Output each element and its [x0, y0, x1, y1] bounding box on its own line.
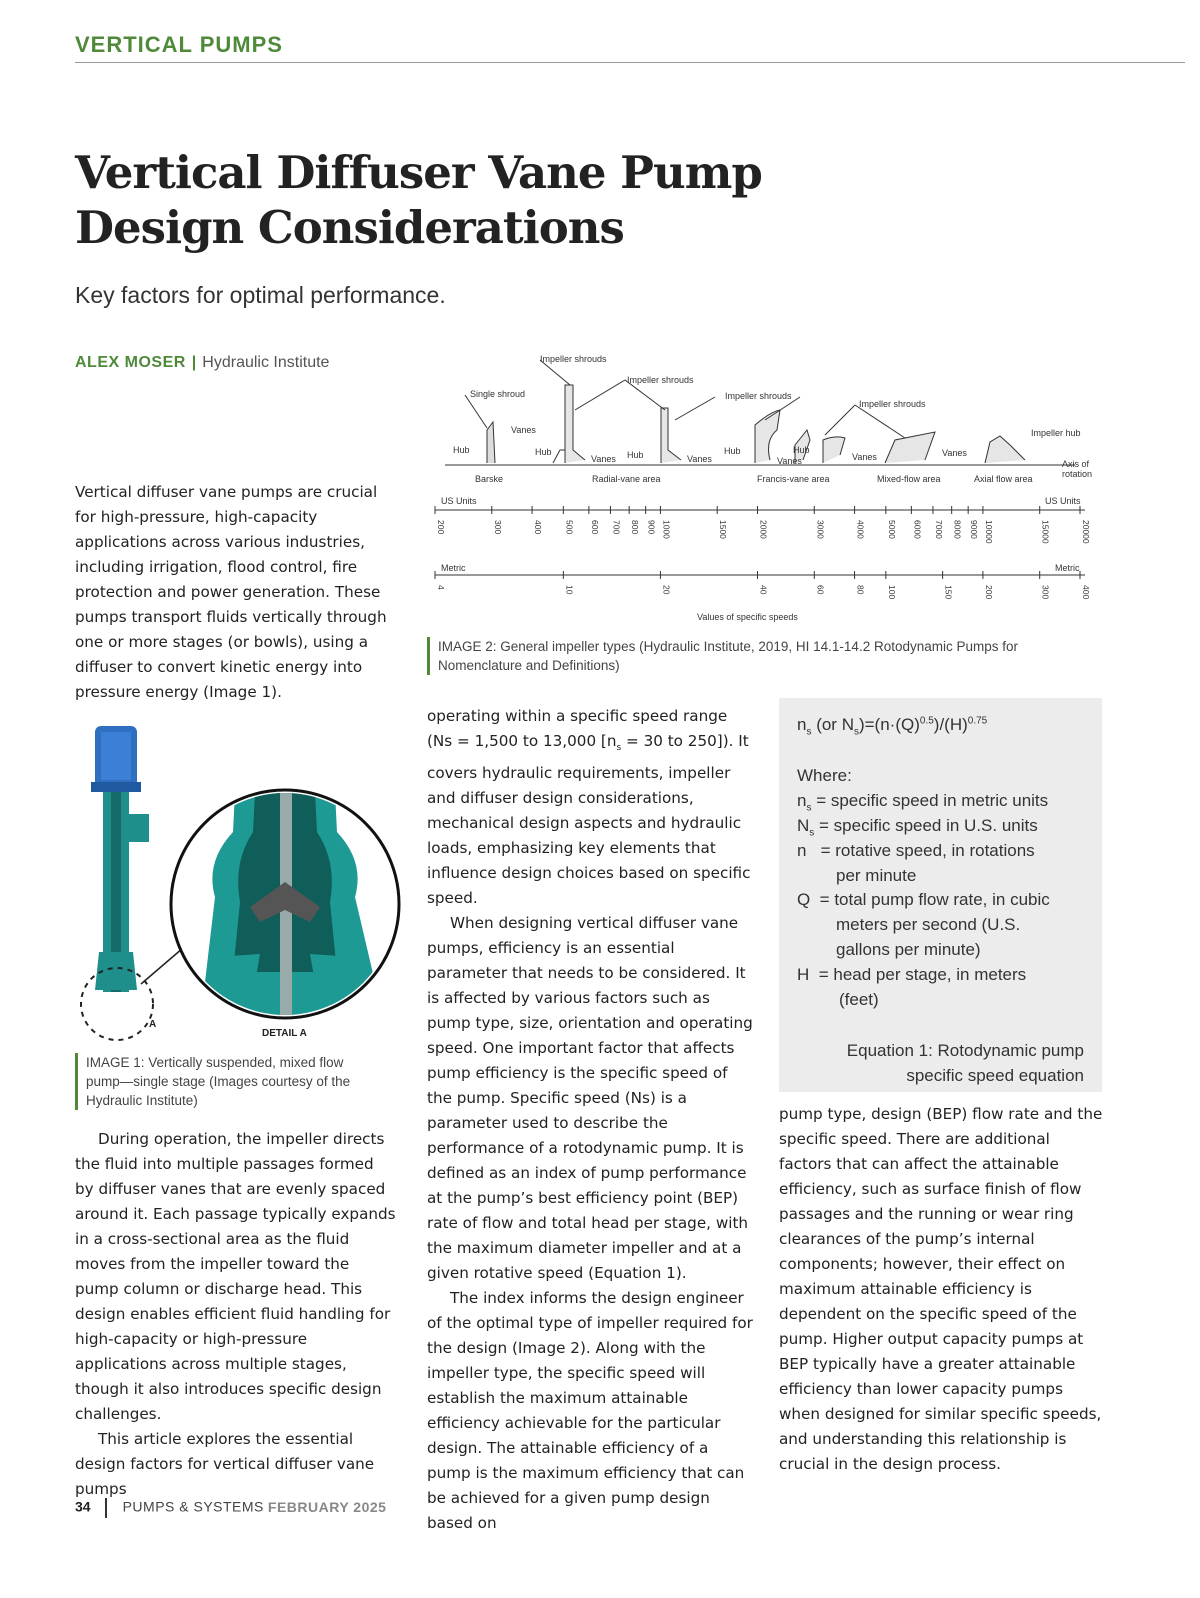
us-tick-group: [435, 506, 1091, 544]
us-tick-label: 3000: [815, 520, 826, 539]
eq-ns-sub: s: [806, 802, 812, 814]
us-tick-label: 900: [646, 520, 657, 535]
us-tick-label: 800: [630, 520, 641, 535]
equation-formula: [797, 715, 987, 737]
title-line-1: Vertical Diffuser Vane Pump: [75, 146, 762, 199]
label-hub-1: Hub: [453, 445, 470, 455]
callout-label-a: A: [149, 1019, 157, 1030]
label-values-specific-speeds: Values of specific speeds: [697, 612, 798, 622]
metric-tick-label: 4: [436, 585, 446, 590]
label-axis-a: Axis of: [1062, 459, 1090, 469]
us-tick-label: 600: [589, 520, 600, 535]
metric-tick-label: 40: [758, 585, 769, 595]
eq-ns-n: n: [797, 791, 807, 810]
image2-caption: IMAGE 2: General impeller types (Hydraulic Institute, 2019, HI 14.1-14.2 Rotodynamic Pumps for Nomenclature and Definitions): [427, 637, 1078, 675]
issue-date: FEBRUARY 2025: [267, 1498, 387, 1515]
detail-label: DETAIL A: [262, 1028, 307, 1039]
eq-mid2: )/(H): [933, 715, 968, 734]
eq-q-def-c: gallons per minute): [836, 940, 981, 959]
label-francis-area: Francis-vane area: [757, 474, 830, 484]
intro-paragraph: Vertical diffuser vane pumps are crucial for high-pressure, high-capacity applications across various industries, including irrigation, flood control, fire protection and power generation. These pumps transport fluids vertically through one or more stages (or bowls), using a diffuser to convert kinetic energy into pressure energy (Image 1).: [75, 483, 387, 701]
us-tick-label: 500: [564, 520, 575, 535]
metric-tick-label: 100: [886, 585, 897, 600]
article-title: [75, 145, 775, 255]
eq-h-def-b: (feet): [839, 990, 879, 1009]
eq-n-def-a: n = rotative speed, in rotations: [797, 841, 1035, 860]
us-tick-label: 300: [492, 520, 503, 535]
magazine-name: PUMPS & SYSTEMS: [122, 1498, 264, 1515]
label-barske: Barske: [475, 474, 504, 484]
us-tick-label: 700: [611, 520, 622, 535]
column-3: [779, 1102, 1105, 1477]
column-1-intro: [75, 480, 397, 705]
equation-box: [779, 698, 1102, 1092]
column-2-paragraph-1: [427, 704, 754, 911]
author-name: ALEX MOSER: [75, 354, 186, 371]
label-us-units-right: US Units: [1045, 496, 1081, 506]
footer-divider: [105, 1498, 107, 1518]
label-us-units-left: US Units: [441, 496, 477, 506]
label-vanes-4: Vanes: [777, 456, 802, 466]
us-tick-label: 1000: [661, 520, 672, 539]
eq-Ns-n: N: [797, 816, 810, 835]
label-vanes-5: Vanes: [852, 452, 877, 462]
metric-tick-label: 20: [661, 585, 672, 595]
label-vanes-1: Vanes: [511, 425, 536, 435]
eq-mid: )=(n·(Q): [858, 715, 920, 734]
us-tick-label: 10000: [983, 520, 994, 544]
impeller-types-diagram: [425, 350, 1105, 628]
us-tick-label: 9000: [969, 520, 980, 539]
us-tick-label: 1500: [718, 520, 729, 539]
section-label: VERTICAL PUMPS: [75, 32, 283, 57]
byline: [75, 354, 329, 372]
us-tick-label: 400: [533, 520, 544, 535]
metric-tick-label: 60: [815, 585, 826, 595]
label-impeller-shrouds-2: Impeller shrouds: [627, 375, 694, 385]
equation-caption: [847, 1038, 1084, 1088]
label-vanes-3: Vanes: [687, 454, 712, 464]
label-hub-2: Hub: [535, 447, 552, 457]
label-hub-4: Hub: [724, 446, 741, 456]
us-tick-label: 15000: [1040, 520, 1051, 544]
label-metric-left: Metric: [441, 563, 466, 573]
column-2-p1-a: operating within a specific speed range (Ns = 1,500 to 13,000 [n: [427, 707, 728, 750]
eq-sub-s2: s: [853, 726, 859, 738]
column-3-paragraph-1: pump type, design (BEP) flow rate and the specific speed. There are additional factors that can affect the attainable efficiency, such as surface finish of flow passages and the running or wear ring clearances of the pump’s internal components; however, their effect on maximum attainable efficiency is dependent on the specific speed of the pump. Higher output capacity pumps at BEP typically have a greater attainable efficiency than lower capacity pumps when designed for similar specific speeds, and understanding this relationship is crucial in the design process.: [779, 1105, 1103, 1473]
us-tick-label: 20000: [1081, 520, 1091, 544]
header-rule: [75, 62, 1185, 63]
label-hub-5: Hub: [793, 445, 810, 455]
eq-exp2: 0.75: [967, 715, 988, 727]
author-organization: Hydraulic Institute: [202, 354, 330, 371]
label-mixed-area: Mixed-flow area: [877, 474, 941, 484]
us-tick-label: 2000: [758, 520, 769, 539]
us-tick-label: 5000: [886, 520, 897, 539]
eq-or: (or N: [811, 715, 854, 734]
eq-q-def-a: Q = total pump flow rate, in cubic: [797, 890, 1050, 909]
byline-separator: |: [191, 354, 197, 371]
eq-h-def-a: H = head per stage, in meters: [797, 965, 1027, 984]
eq-Ns-sub: s: [809, 827, 815, 839]
eq-ns-def: [797, 791, 1048, 813]
label-vanes-2: Vanes: [591, 454, 616, 464]
column-2-paragraph-3: The index informs the design engineer of the optimal type of impeller required for the design (Image 2). Along with the impeller type, the specific speed will establish the maximum attainable efficiency achievable for the particular design. The attainable efficiency of a pump is the maximum efficiency that can be achieved for a given pump design based on: [427, 1289, 753, 1533]
metric-tick-label: 300: [1040, 585, 1051, 600]
label-radial-area: Radial-vane area: [592, 474, 661, 484]
label-axial-area: Axial flow area: [974, 474, 1033, 484]
label-vanes-6: Vanes: [942, 448, 967, 458]
us-tick-label: 8000: [952, 520, 963, 539]
eq-caption-line-1: Equation 1: Rotodynamic pump: [846, 1041, 1084, 1060]
page-footer: [75, 1498, 386, 1518]
label-metric-right: Metric: [1055, 563, 1080, 573]
label-impeller-hub: Impeller hub: [1031, 428, 1081, 438]
eq-sub-s1: s: [806, 726, 812, 738]
label-impeller-shrouds-3: Impeller shrouds: [725, 391, 792, 401]
us-tick-label: 200: [436, 520, 446, 535]
column-2-p1-b: = 30 to 250]). It covers hydraulic requirements, impeller and diffuser design considerations, mechanical design aspects and hydraulic loads, emphasizing key elements that influence design choices based on specific speed.: [427, 732, 751, 908]
column-1-paragraph-3: This article explores the essential design factors for vertical diffuser vane pumps: [75, 1430, 375, 1498]
eq-caption-line-2: specific speed equation: [906, 1066, 1084, 1085]
column-2-paragraph-2: When designing vertical diffuser vane pumps, efficiency is an essential parameter that needs to be considered. It is affected by various factors such as pump type, size, orientation and operating speed. One important factor that affects pump efficiency is the specific speed of the pump. Specific speed (Ns) is a parameter used to describe the performance of a rotodynamic pump. It is defined as an index of pump performance at the pump’s best efficiency point (BEP) rate of flow and total head per stage, with the maximum diameter impeller and at a given rotative speed (Equation 1).: [427, 914, 753, 1283]
label-impeller-shrouds-1: Impeller shrouds: [540, 354, 607, 364]
eq-n: n: [797, 715, 807, 734]
metric-tick-label: 10: [564, 585, 575, 595]
page-number: 34: [75, 1498, 91, 1515]
metric-tick-label: 200: [983, 585, 994, 600]
metric-tick-label: 400: [1081, 585, 1091, 600]
title-line-2: Design Considerations: [75, 201, 624, 254]
pump-illustration: [75, 722, 405, 1044]
eq-Ns-text: = specific speed in U.S. units: [814, 816, 1038, 835]
label-single-shroud: Single shroud: [470, 389, 526, 399]
metric-tick-label: 80: [855, 585, 866, 595]
column-1-paragraph-2: During operation, the impeller directs the fluid into multiple passages formed by diffuser vanes that are evenly spaced around it. Each passage typically expands in a cross-sectional area as the fluid moves from the impeller toward the pump column or discharge head. This design enables efficient fluid handling for high-capacity or high-pressure applications across multiple stages, though it also introduces specific design challenges.: [75, 1130, 396, 1423]
eq-where: Where:: [797, 766, 852, 785]
label-axis-b: rotation: [1062, 469, 1093, 479]
column-2: [427, 704, 754, 1536]
article-subtitle: Key factors for optimal performance.: [75, 282, 446, 308]
image1-caption: IMAGE 1: Vertically suspended, mixed flow pump—single stage (Images courtesy of the Hydraulic Institute): [75, 1053, 376, 1110]
eq-Ns-def: [797, 816, 1038, 838]
label-hub-3: Hub: [627, 450, 644, 460]
eq-exp1: 0.5: [919, 715, 934, 727]
column-1-continued: [75, 1127, 397, 1502]
eq-q-def-b: meters per second (U.S.: [836, 915, 1021, 934]
column-2-p1-sub: s: [616, 743, 622, 754]
us-tick-label: 4000: [855, 520, 866, 539]
us-tick-label: 7000: [933, 520, 944, 539]
us-tick-label: 6000: [912, 520, 923, 539]
eq-n-def-b: per minute: [836, 866, 917, 885]
eq-ns-text: = specific speed in metric units: [811, 791, 1049, 810]
metric-tick-label: 150: [943, 585, 954, 600]
label-impeller-shrouds-4: Impeller shrouds: [859, 399, 926, 409]
